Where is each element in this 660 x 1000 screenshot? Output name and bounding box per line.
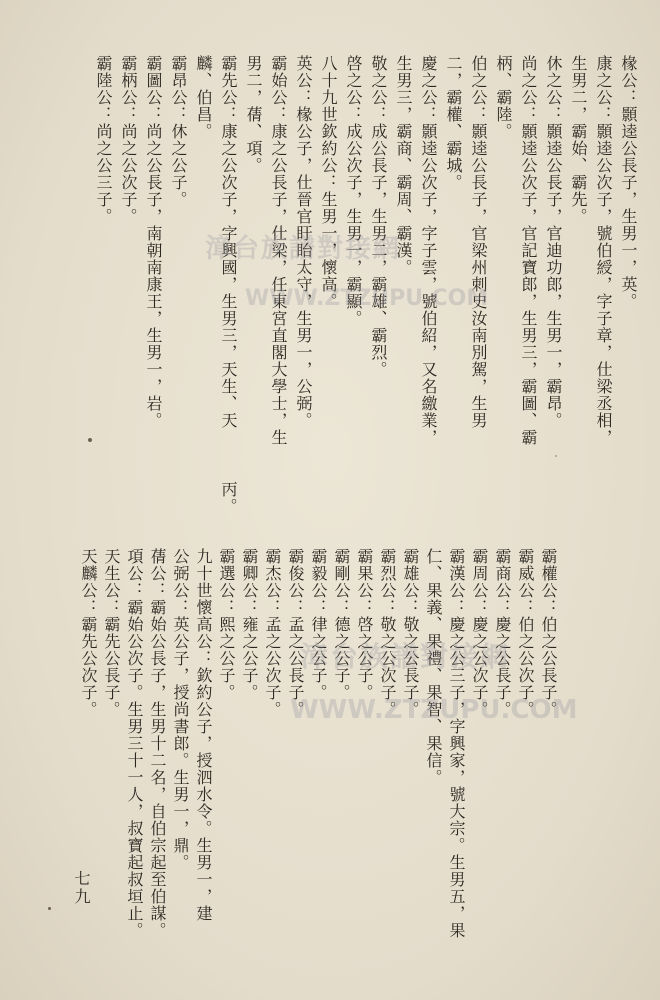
text-column: 九十世懷高公：欽約公子，授泗水令。生男一，建 <box>194 548 213 922</box>
text-column: 霸剛公：德之公子。 <box>332 548 351 701</box>
text-column: 霸始公：康之公長子，仕梁，任東宮直閣大學士，生 <box>269 55 288 446</box>
text-column: 霸卿公：雍之公子。 <box>240 548 259 701</box>
text-column: 伯之公：顥逵公長子，官梁州刺史汝南別駕，生男 <box>469 55 488 429</box>
ink-speck <box>88 438 92 442</box>
text-column: 啓之公：成公次子，生男一，霸顯。 <box>344 55 363 327</box>
text-column: 項公：霸始公次子。生男三十一人，叔寶起叔垣止。 <box>125 548 144 939</box>
watermark-url: WWW.ZTZUPU.COM <box>245 286 489 311</box>
text-column: 霸雄公：敬之公長子。 <box>401 548 420 718</box>
text-column: 霸昂公：休之公子。 <box>169 55 188 208</box>
text-column: 天生公：霸先公長子。 <box>102 548 121 718</box>
text-column: 霸果公：啓之公子。 <box>355 548 374 701</box>
text-column: 霸選公：熙之公子。 <box>217 548 236 701</box>
text-column: 蒨公：霸始公長子，生男十二名，自伯宗起至伯謀。 <box>148 548 167 939</box>
text-column: 康之公：顥逵公次子，號伯綬，字子章，仕梁丞相， <box>594 55 613 446</box>
text-column: 椽公：顥逵公長子，生男一，英。 <box>619 55 638 310</box>
text-column: 公弼公：英公子，授尚書郎。生男一，鼎。 <box>171 548 190 871</box>
ink-speck <box>555 455 557 457</box>
text-column: 霸俊公：孟之公長子。 <box>286 548 305 718</box>
text-column: 麟、伯昌。 <box>194 55 213 140</box>
text-column: 生男三，霸商、霸周、霸漢。 <box>394 55 413 276</box>
text-column: 霸周公：慶之公次子。 <box>470 548 489 718</box>
text-column: 霸威公：伯之公次子。 <box>516 548 535 718</box>
text-column: 柄、霸陸。 <box>494 55 513 140</box>
text-column: 霸權公：伯之公長子。 <box>539 548 558 718</box>
text-column: 霸先公：康之公次子，字興國，生男三，天生、天 <box>219 55 238 429</box>
text-column: 仁、果義、果禮、果智、果信。 <box>424 548 443 786</box>
text-column: 男二，蒨、項。 <box>244 55 263 174</box>
text-column: 霸柄公：尚之公次子。 <box>119 55 138 225</box>
text-column: 霸烈公：敬之公次子。 <box>378 548 397 718</box>
text-column: 敬之公：成公長子，生男二，霸雄、霸烈。 <box>369 55 388 378</box>
text-column: 天麟公：霸先公次子。 <box>79 548 98 718</box>
text-column: 英公：椽公子，仕晉官盱眙太守，生男一，公弼。 <box>294 55 313 429</box>
text-column: 尚之公：顥逵公次子，官記寶郎，生男三，霸圖、霸 <box>519 55 538 446</box>
text-column: 生男二，霸始、霸先。 <box>569 55 588 225</box>
text-column: 慶之公：顥逵公次子，字子雲，號伯紹，又名繳業， <box>419 55 438 446</box>
lower-text-block <box>79 548 560 939</box>
text-column: 霸杰公：孟之公次子。 <box>263 548 282 718</box>
watermark-text: 漳台族譜對接網 <box>300 640 511 673</box>
text-column: 八十九世欽約公：生男一，懷高。 <box>319 55 338 310</box>
text-column: 霸商公：慶之公長子。 <box>493 548 512 718</box>
text-column: 二，霸權、霸城。 <box>444 55 463 191</box>
text-column: 霸毅公：律之公子。 <box>309 548 328 701</box>
watermark-url: WWW.ZTZUPU.COM <box>290 695 578 725</box>
text-column: 霸漢公：慶之公三子，字興家，號大宗。生男五，果 <box>447 548 466 939</box>
text-column: 霸陸公：尚之公三子。 <box>94 55 113 225</box>
watermark-text: 漳台族譜對接網 <box>205 234 402 264</box>
text-column-continuation: 丙。 <box>219 481 238 515</box>
page-number: 七九 <box>72 870 91 906</box>
text-column: 休之公：顥逵公長子，官迪功郎，生男一，霸昂。 <box>544 55 563 429</box>
text-column: 霸圖公：尚之公長子，南朝南康王，生男一，岩。 <box>144 55 163 429</box>
ink-speck <box>48 907 51 910</box>
